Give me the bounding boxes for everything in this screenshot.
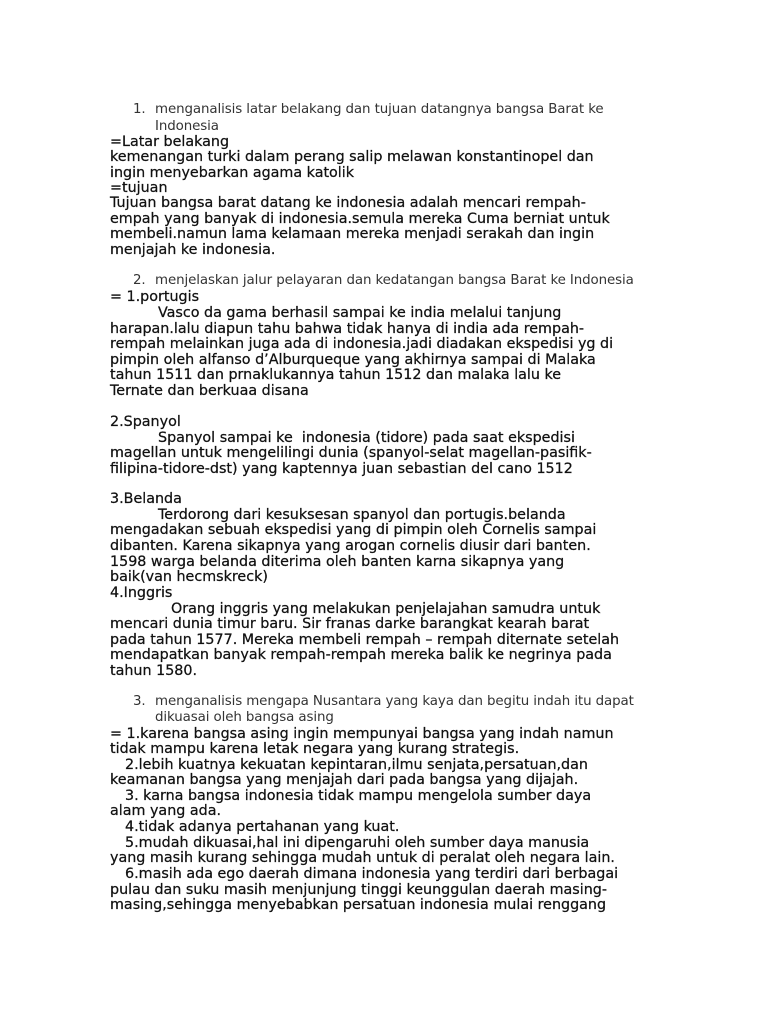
paragraph-line: yang masih kurang sehingga mudah untuk di peralat oleh negara lain.: [110, 850, 615, 866]
question-heading: Indonesia: [155, 119, 219, 134]
paragraph-line: empah yang banyak di indonesia.semula mereka Cuma berniat untuk: [110, 211, 610, 227]
paragraph-line: 6.masih ada ego daerah dimana indonesia yang terdiri dari berbagai: [125, 866, 619, 882]
paragraph-line: tahun 1511 dan prnaklukannya tahun 1512 dan malaka lalu ke: [110, 367, 562, 383]
section-label: 3.Belanda: [110, 491, 182, 507]
paragraph-line: Spanyol sampai ke indonesia (tidore) pada saat ekspedisi: [158, 430, 575, 446]
paragraph-line: filipina-tidore-dst) yang kaptennya juan sebastian del cano 1512: [110, 461, 573, 477]
paragraph-line: magellan untuk mengelilingi dunia (spanyol-selat magellan-pasifik-: [110, 445, 592, 461]
paragraph-line: 5.mudah dikuasai,hal ini dipengaruhi oleh sumber daya manusia: [125, 835, 590, 851]
paragraph-line: alam yang ada.: [110, 803, 222, 819]
paragraph-line: Tujuan bangsa barat datang ke indonesia adalah mencari rempah-: [110, 195, 586, 211]
paragraph-line: dibanten. Karena sikapnya yang arogan cornelis diusir dari banten.: [110, 538, 591, 554]
section-label: = 1.portugis: [110, 289, 200, 305]
paragraph-line: 3. karna bangsa indonesia tidak mampu mengelola sumber daya: [125, 788, 592, 804]
question-heading: dikuasai oleh bangsa asing: [155, 710, 334, 725]
question-heading: menjelaskan jalur pelayaran dan kedatangan bangsa Barat ke Indonesia: [155, 273, 634, 288]
paragraph-line: harapan.lalu diapun tahu bahwa tidak hanya di india ada rempah-: [110, 321, 585, 337]
paragraph-line: pada tahun 1577. Mereka membeli rempah – rempah diternate setelah: [110, 632, 620, 648]
paragraph-line: baik(van hecmskreck): [110, 569, 268, 585]
paragraph-line: Ternate dan berkuaa disana: [110, 383, 309, 399]
paragraph-line: menjajah ke indonesia.: [110, 242, 276, 258]
paragraph-line: tidak mampu karena letak negara yang kurang strategis.: [110, 741, 520, 757]
section-label: 2.Spanyol: [110, 414, 181, 430]
paragraph-line: Vasco da gama berhasil sampai ke india melalui tanjung: [158, 305, 562, 321]
paragraph-line: kemenangan turki dalam perang salip melawan konstantinopel dan: [110, 149, 594, 165]
paragraph-line: 2.lebih kuatnya kekuatan kepintaran,ilmu senjata,persatuan,dan: [125, 757, 588, 773]
list-number: 2.: [133, 273, 146, 288]
paragraph-line: mengadakan sebuah ekspedisi yang di pimpin oleh Cornelis sampai: [110, 522, 597, 538]
section-label: =Latar belakang: [110, 134, 230, 150]
paragraph-line: pulau dan suku masih menjunjung tinggi keunggulan daerah masing-: [110, 882, 608, 898]
paragraph-line: ingin menyebarkan agama katolik: [110, 165, 355, 181]
paragraph-line: mencari dunia timur baru. Sir franas darke barangkat kearah barat: [110, 616, 590, 632]
paragraph-line: Orang inggris yang melakukan penjelajahan samudra untuk: [171, 601, 601, 617]
paragraph-line: keamanan bangsa yang menjajah dari pada bangsa yang dijajah.: [110, 772, 579, 788]
section-label: 4.Inggris: [110, 585, 173, 601]
paragraph-line: rempah melainkan juga ada di indonesia.jadi diadakan ekspedisi yg di: [110, 336, 614, 352]
question-heading: menganalisis mengapa Nusantara yang kaya dan begitu indah itu dapat: [155, 694, 634, 709]
paragraph-line: 1598 warga belanda diterima oleh banten karna sikapnya yang: [110, 554, 565, 570]
paragraph-line: pimpin oleh alfanso d’Alburqueque yang akhirnya sampai di Malaka: [110, 352, 596, 368]
paragraph-line: masing,sehingga menyebabkan persatuan indonesia mulai renggang: [110, 897, 607, 913]
paragraph-line: mendapatkan banyak rempah-rempah mereka balik ke negrinya pada: [110, 647, 612, 663]
paragraph-line: tahun 1580.: [110, 663, 198, 679]
paragraph-line: Terdorong dari kesuksesan spanyol dan portugis.belanda: [158, 507, 566, 523]
question-heading: menganalisis latar belakang dan tujuan datangnya bangsa Barat ke: [155, 102, 604, 117]
section-label: =tujuan: [110, 180, 168, 196]
paragraph-line: membeli.namun lama kelamaan mereka menjadi serakah dan ingin: [110, 226, 595, 242]
paragraph-line: = 1.karena bangsa asing ingin mempunyai bangsa yang indah namun: [110, 726, 614, 742]
paragraph-line: 4.tidak adanya pertahanan yang kuat.: [125, 819, 400, 835]
list-number: 1.: [133, 102, 146, 117]
list-number: 3.: [133, 694, 146, 709]
